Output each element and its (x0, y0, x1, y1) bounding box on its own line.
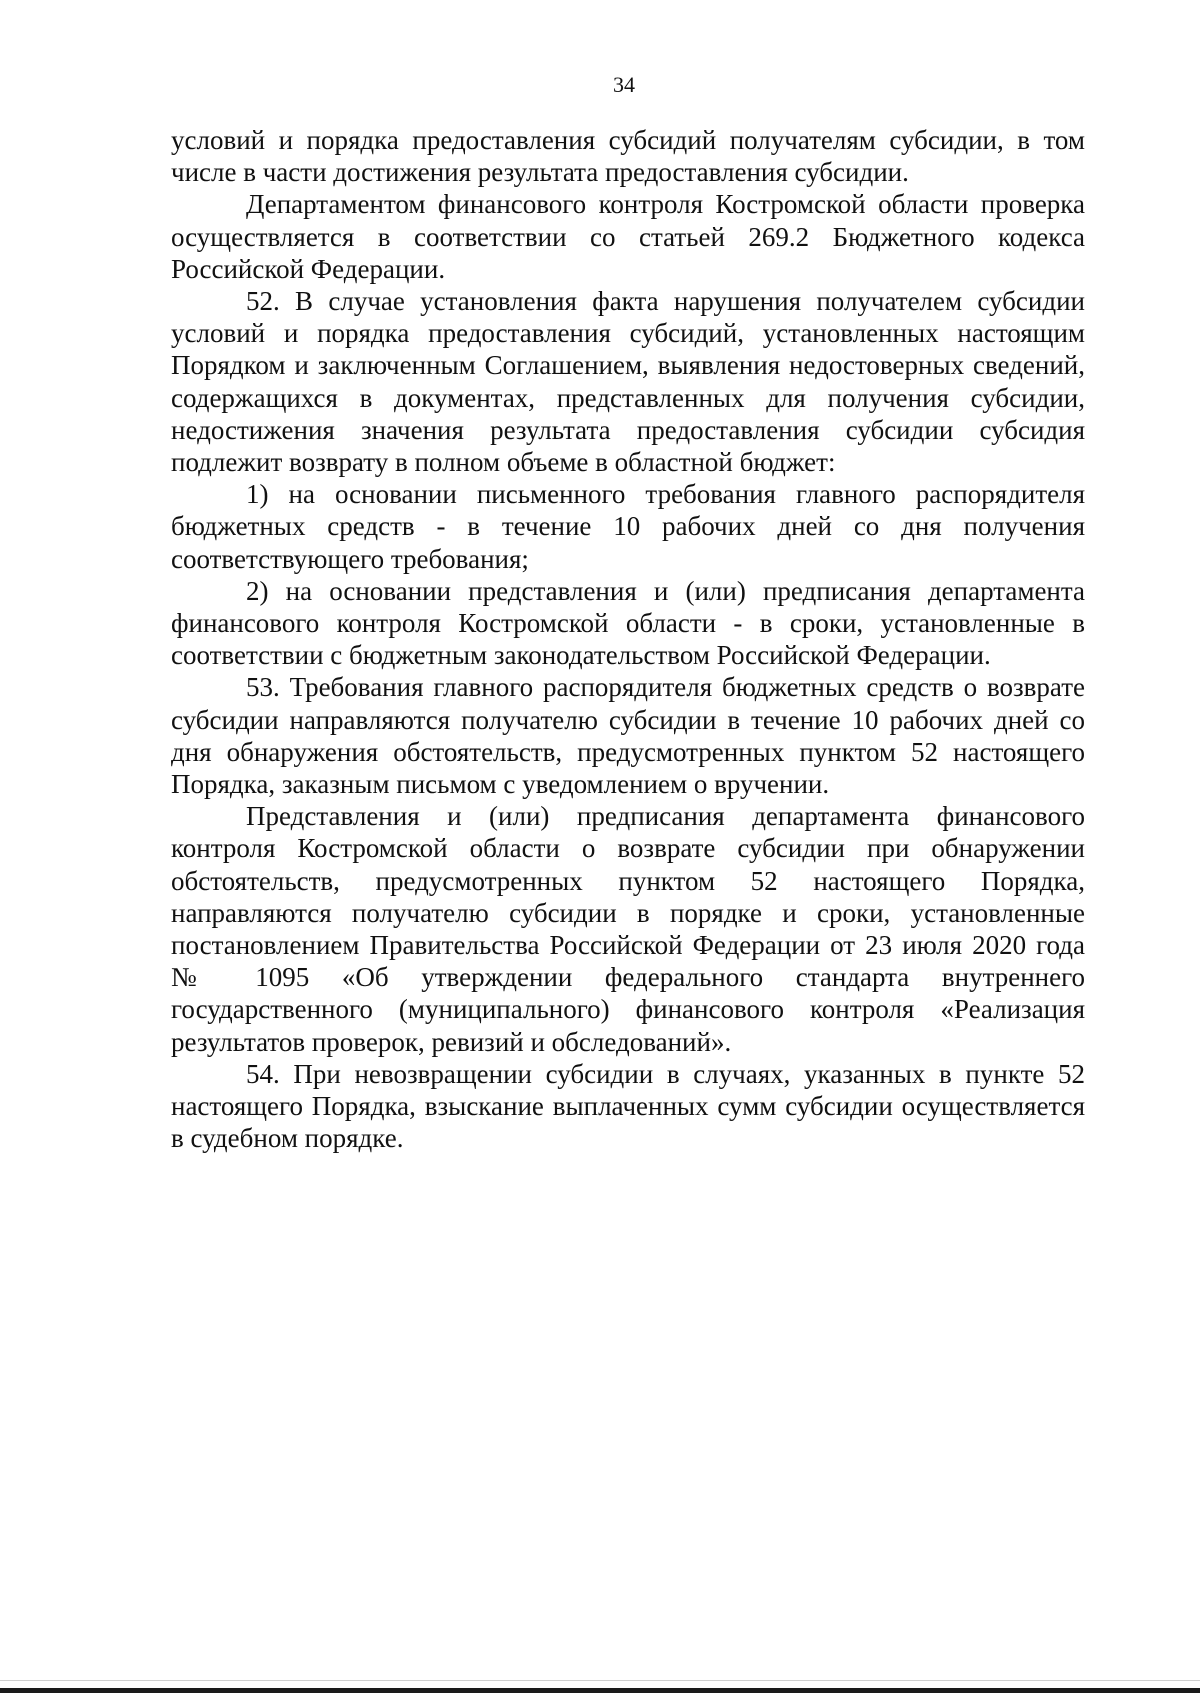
paragraph-52: 52. В случае установления факта нарушения получателем субсидии условий и порядка предоставления субсидий, установленных настоящим Порядком и заключенным Соглашением, выявления недостоверных сведений, содержащихся в документах, представленных для получения субсидии, недостижения значения результата предоставления субсидии субсидия подлежит возврату в полном объеме в областной бюджет: (171, 286, 1085, 478)
paragraph-continuation: условий и порядка предоставления субсидий получателям субсидии, в том числе в части достижения результата предоставления субсидии. (171, 125, 1085, 188)
paragraph-53: 53. Требования главного распорядителя бюджетных средств о возврате субсидии направляются получателю субсидии в течение 10 рабочих дней со дня обнаружения обстоятельств, предусмотренных пунктом 52 настоящего Порядка, заказным письмом с уведомлением о вручении. (171, 672, 1085, 800)
page-edge-line (0, 1680, 1200, 1681)
page-bottom-border (0, 1688, 1200, 1693)
page-number: 34 (613, 72, 635, 97)
paragraph-54: 54. При невозвращении субсидии в случаях, указанных в пункте 52 настоящего Порядка, взыскание выплаченных сумм субсидии осуществляется в судебном порядке. (171, 1058, 1085, 1154)
paragraph-52-item-1: 1) на основании письменного требования главного распорядителя бюджетных средств - в течение 10 рабочих дней со дня получения соответствующего требования; (171, 479, 1085, 574)
document-body (171, 124, 1085, 1155)
paragraph-53-representations: Представления и (или) предписания департамента финансового контроля Костромской области о возврате субсидии при обнаружении обстоятельств, предусмотренных пунктом 52 настоящего Порядка, направляются получателю субсидии в порядке и сроки, установленные постановлением Правительства Российской Федерации от 23 июля 2020 года № 1095 «Об утверждении федерального стандарта внутреннего государственного (муниципального) финансового контроля «Реализация результатов проверок, ревизий и обследований». (171, 801, 1085, 1057)
paragraph-52-item-2: 2) на основании представления и (или) предписания департамента финансового контроля Костромской области - в сроки, установленные в соответствии с бюджетным законодательством Российской Федерации. (171, 575, 1085, 671)
paragraph-financial-control: Департаментом финансового контроля Костромской области проверка осуществляется в соответствии со статьей 269.2 Бюджетного кодекса Российской Федерации. (171, 189, 1085, 284)
